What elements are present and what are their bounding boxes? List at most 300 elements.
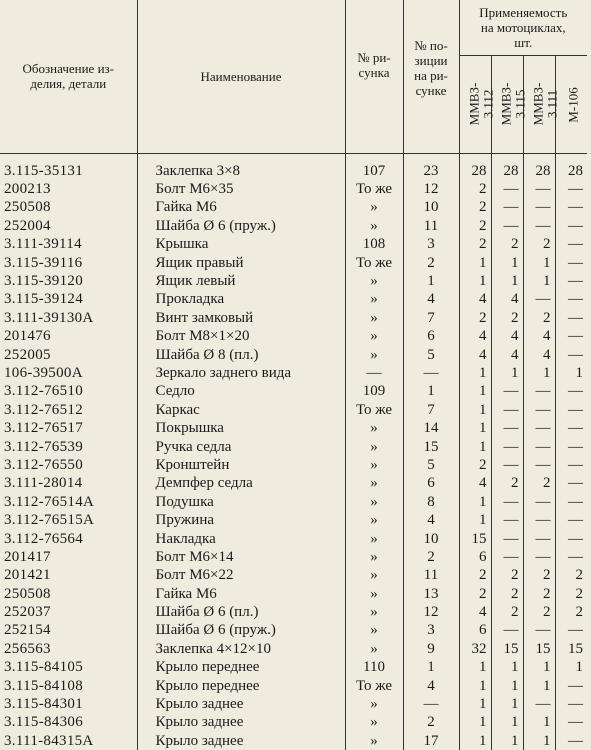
qty-mmvz-3115: 1	[491, 658, 523, 676]
qty-m106: —	[555, 272, 587, 290]
qty-mmvz-3112: 4	[459, 345, 491, 363]
part-name: Каркас	[137, 401, 345, 419]
part-name: Крыло переднее	[137, 676, 345, 694]
table-row	[0, 290, 587, 308]
qty-mmvz-3112: 2	[459, 180, 491, 198]
qty-m106: —	[555, 713, 587, 731]
header-code-text: Обозначение из- делия, детали	[0, 61, 137, 91]
qty-mmvz-3111: —	[523, 493, 555, 511]
position-number: 17	[403, 732, 459, 750]
part-code: 3.115-35131	[0, 162, 137, 180]
qty-m106: —	[555, 217, 587, 235]
table-row	[0, 732, 587, 750]
qty-mmvz-3111: 1	[523, 253, 555, 271]
table-row	[0, 198, 587, 216]
position-number: 14	[403, 419, 459, 437]
table-row	[0, 345, 587, 363]
part-name: Шайба Ø 6 (пруж.)	[137, 217, 345, 235]
part-code: 3.115-39124	[0, 290, 137, 308]
qty-m106: —	[555, 382, 587, 400]
qty-mmvz-3111: —	[523, 401, 555, 419]
qty-mmvz-3112: 2	[459, 235, 491, 253]
header-figure	[345, 0, 403, 153]
qty-m106: —	[555, 621, 587, 639]
position-number: 10	[403, 529, 459, 547]
qty-mmvz-3112: 6	[459, 548, 491, 566]
table-row	[0, 419, 587, 437]
part-code: 3.111-39114	[0, 235, 137, 253]
table-row	[0, 217, 587, 235]
part-code: 252154	[0, 621, 137, 639]
qty-mmvz-3111: 28	[523, 162, 555, 180]
position-number: 7	[403, 309, 459, 327]
figure-number: »	[345, 198, 403, 216]
qty-m106: —	[555, 180, 587, 198]
table-row	[0, 603, 587, 621]
qty-mmvz-3112: 1	[459, 437, 491, 455]
part-name: Пружина	[137, 511, 345, 529]
qty-mmvz-3111: 2	[523, 474, 555, 492]
position-number: 5	[403, 345, 459, 363]
table-row	[0, 529, 587, 547]
part-name: Крыло заднее	[137, 695, 345, 713]
position-number: 4	[403, 511, 459, 529]
position-number: 6	[403, 327, 459, 345]
qty-mmvz-3112: 1	[459, 511, 491, 529]
qty-m106: —	[555, 290, 587, 308]
qty-mmvz-3112: 1	[459, 713, 491, 731]
figure-number: »	[345, 493, 403, 511]
part-name: Винт замковый	[137, 309, 345, 327]
part-name: Кронштейн	[137, 456, 345, 474]
qty-mmvz-3115: —	[491, 437, 523, 455]
position-number: 13	[403, 584, 459, 602]
table-row	[0, 180, 587, 198]
qty-mmvz-3111: —	[523, 198, 555, 216]
qty-mmvz-3111: 4	[523, 327, 555, 345]
part-code: 3.111-39130А	[0, 309, 137, 327]
qty-m106: 2	[555, 566, 587, 584]
header-position	[403, 0, 459, 153]
part-name: Крышка	[137, 235, 345, 253]
position-number: 5	[403, 456, 459, 474]
table-row	[0, 511, 587, 529]
table-row	[0, 309, 587, 327]
qty-mmvz-3115: 1	[491, 676, 523, 694]
qty-m106: —	[555, 327, 587, 345]
part-code: 3.111-84315А	[0, 732, 137, 750]
qty-mmvz-3115: —	[491, 621, 523, 639]
part-name: Ручка седла	[137, 437, 345, 455]
qty-mmvz-3115: —	[491, 548, 523, 566]
qty-m106: 1	[555, 364, 587, 382]
position-number: 8	[403, 493, 459, 511]
qty-mmvz-3111: 1	[523, 364, 555, 382]
header-applicability-text: Применяемость на мотоциклах, шт.	[460, 5, 588, 50]
qty-mmvz-3112: 1	[459, 382, 491, 400]
table-row	[0, 640, 587, 658]
qty-mmvz-3115: 2	[491, 474, 523, 492]
part-name: Прокладка	[137, 290, 345, 308]
qty-mmvz-3111: 2	[523, 309, 555, 327]
qty-mmvz-3111: —	[523, 290, 555, 308]
qty-m106: —	[555, 695, 587, 713]
table-row	[0, 437, 587, 455]
qty-mmvz-3115: 4	[491, 327, 523, 345]
header-position-text: № по- зиции на ри- сунке	[404, 38, 459, 98]
qty-m106: 2	[555, 584, 587, 602]
qty-m106: —	[555, 401, 587, 419]
position-number: 4	[403, 290, 459, 308]
part-code: 3.112-76517	[0, 419, 137, 437]
qty-m106: —	[555, 676, 587, 694]
part-code: 3.112-76514А	[0, 493, 137, 511]
header-code	[0, 0, 137, 153]
position-number: 15	[403, 437, 459, 455]
qty-mmvz-3111: 1	[523, 732, 555, 750]
position-number: 11	[403, 217, 459, 235]
qty-mmvz-3111: 15	[523, 640, 555, 658]
table-row	[0, 272, 587, 290]
part-code: 200213	[0, 180, 137, 198]
part-code: 3.112-76510	[0, 382, 137, 400]
qty-m106: —	[555, 419, 587, 437]
qty-mmvz-3115: 2	[491, 603, 523, 621]
qty-mmvz-3115: —	[491, 198, 523, 216]
qty-mmvz-3111: 4	[523, 345, 555, 363]
part-code: 252005	[0, 345, 137, 363]
table-row	[0, 621, 587, 639]
figure-number: »	[345, 584, 403, 602]
position-number: 9	[403, 640, 459, 658]
qty-mmvz-3115: —	[491, 217, 523, 235]
table-row	[0, 162, 587, 180]
table-row	[0, 548, 587, 566]
qty-mmvz-3115: 1	[491, 253, 523, 271]
table-row	[0, 566, 587, 584]
header-name	[137, 0, 345, 153]
qty-mmvz-3115: 2	[491, 584, 523, 602]
header-model	[459, 55, 491, 153]
qty-mmvz-3111: 2	[523, 584, 555, 602]
figure-number: 107	[345, 162, 403, 180]
part-name: Подушка	[137, 493, 345, 511]
qty-mmvz-3115: 1	[491, 713, 523, 731]
table-row	[0, 493, 587, 511]
position-number: 4	[403, 676, 459, 694]
part-code: 201417	[0, 548, 137, 566]
table-row	[0, 474, 587, 492]
qty-mmvz-3115: 1	[491, 364, 523, 382]
qty-mmvz-3115: 2	[491, 566, 523, 584]
header-model-text: ММВЗ- 3.111	[531, 83, 559, 126]
position-number: —	[403, 364, 459, 382]
figure-number: »	[345, 290, 403, 308]
part-name: Болт М6×35	[137, 180, 345, 198]
qty-mmvz-3115: 1	[491, 732, 523, 750]
qty-mmvz-3111: 1	[523, 272, 555, 290]
qty-mmvz-3115: —	[491, 180, 523, 198]
qty-m106: —	[555, 198, 587, 216]
figure-number: »	[345, 529, 403, 547]
figure-number: То же	[345, 180, 403, 198]
figure-number: »	[345, 640, 403, 658]
qty-mmvz-3112: 1	[459, 732, 491, 750]
qty-m106: —	[555, 456, 587, 474]
qty-m106: —	[555, 529, 587, 547]
qty-mmvz-3112: 2	[459, 584, 491, 602]
position-number: 1	[403, 382, 459, 400]
header-model	[491, 55, 523, 153]
qty-mmvz-3115: 1	[491, 272, 523, 290]
figure-number: »	[345, 713, 403, 731]
table-row	[0, 713, 587, 731]
part-code: 3.112-76539	[0, 437, 137, 455]
table-row	[0, 364, 587, 382]
qty-mmvz-3112: 1	[459, 695, 491, 713]
qty-m106: —	[555, 437, 587, 455]
figure-number: »	[345, 437, 403, 455]
part-name: Гайка М6	[137, 198, 345, 216]
qty-mmvz-3115: 2	[491, 235, 523, 253]
qty-m106: —	[555, 253, 587, 271]
part-name: Шайба Ø 8 (пл.)	[137, 345, 345, 363]
qty-mmvz-3111: —	[523, 419, 555, 437]
part-code: 250508	[0, 584, 137, 602]
qty-mmvz-3112: 28	[459, 162, 491, 180]
part-code: 3.111-28014	[0, 474, 137, 492]
part-name: Гайка М6	[137, 584, 345, 602]
qty-mmvz-3115: —	[491, 419, 523, 437]
table-row	[0, 695, 587, 713]
qty-mmvz-3112: 1	[459, 493, 491, 511]
part-name: Демпфер седла	[137, 474, 345, 492]
qty-m106: 28	[555, 162, 587, 180]
qty-mmvz-3112: 2	[459, 566, 491, 584]
figure-number: »	[345, 217, 403, 235]
part-name: Шайба Ø 6 (пл.)	[137, 603, 345, 621]
position-number: 3	[403, 621, 459, 639]
part-name: Крыло заднее	[137, 732, 345, 750]
part-code: 3.112-76564	[0, 529, 137, 547]
position-number: 2	[403, 253, 459, 271]
part-name: Накладка	[137, 529, 345, 547]
qty-mmvz-3112: 4	[459, 290, 491, 308]
qty-mmvz-3111: 1	[523, 713, 555, 731]
figure-number: »	[345, 345, 403, 363]
part-name: Крыло заднее	[137, 713, 345, 731]
figure-number: 108	[345, 235, 403, 253]
position-number: 1	[403, 272, 459, 290]
position-number: 3	[403, 235, 459, 253]
part-code: 252004	[0, 217, 137, 235]
figure-number: »	[345, 566, 403, 584]
qty-mmvz-3111: —	[523, 695, 555, 713]
qty-m106: 15	[555, 640, 587, 658]
part-name: Крыло переднее	[137, 658, 345, 676]
figure-number: »	[345, 511, 403, 529]
figure-number: »	[345, 603, 403, 621]
header-model	[523, 55, 555, 153]
position-number: 12	[403, 180, 459, 198]
qty-mmvz-3111: —	[523, 621, 555, 639]
header-name-text: Наименование	[138, 69, 345, 84]
header-applicability	[459, 0, 587, 55]
part-code: 106-39500А	[0, 364, 137, 382]
position-number: 1	[403, 658, 459, 676]
qty-mmvz-3112: 4	[459, 327, 491, 345]
qty-mmvz-3115: 4	[491, 345, 523, 363]
qty-mmvz-3111: 2	[523, 235, 555, 253]
qty-mmvz-3111: —	[523, 217, 555, 235]
part-code: 3.115-84108	[0, 676, 137, 694]
qty-mmvz-3112: 1	[459, 272, 491, 290]
table-row	[0, 327, 587, 345]
figure-number: То же	[345, 401, 403, 419]
qty-m106: —	[555, 511, 587, 529]
part-name: Заклепка 3×8	[137, 162, 345, 180]
figure-number: »	[345, 456, 403, 474]
qty-m106: —	[555, 474, 587, 492]
qty-mmvz-3115: 28	[491, 162, 523, 180]
qty-mmvz-3111: —	[523, 456, 555, 474]
qty-mmvz-3112: 1	[459, 401, 491, 419]
header-model-text: ММВЗ- 3.112	[467, 83, 495, 126]
part-code: 3.112-76512	[0, 401, 137, 419]
part-code: 3.112-76550	[0, 456, 137, 474]
table-row	[0, 235, 587, 253]
qty-mmvz-3115: 2	[491, 309, 523, 327]
figure-number: »	[345, 621, 403, 639]
qty-mmvz-3111: —	[523, 548, 555, 566]
qty-mmvz-3115: —	[491, 511, 523, 529]
position-number: 12	[403, 603, 459, 621]
part-code: 201476	[0, 327, 137, 345]
qty-mmvz-3112: 1	[459, 658, 491, 676]
part-name: Покрышка	[137, 419, 345, 437]
qty-mmvz-3111: 1	[523, 658, 555, 676]
qty-mmvz-3111: 2	[523, 566, 555, 584]
qty-mmvz-3115: 1	[491, 695, 523, 713]
figure-number: »	[345, 309, 403, 327]
part-name: Ящик левый	[137, 272, 345, 290]
figure-number: 109	[345, 382, 403, 400]
qty-mmvz-3112: 1	[459, 676, 491, 694]
table-row	[0, 584, 587, 602]
qty-mmvz-3111: 1	[523, 676, 555, 694]
part-name: Зеркало заднего вида	[137, 364, 345, 382]
table-body	[0, 162, 587, 750]
qty-mmvz-3111: —	[523, 437, 555, 455]
part-name: Болт М8×1×20	[137, 327, 345, 345]
figure-number: То же	[345, 676, 403, 694]
part-name: Болт М6×22	[137, 566, 345, 584]
qty-mmvz-3111: —	[523, 511, 555, 529]
position-number: 2	[403, 713, 459, 731]
qty-mmvz-3112: 6	[459, 621, 491, 639]
position-number: 11	[403, 566, 459, 584]
table-row	[0, 253, 587, 271]
qty-m106: —	[555, 493, 587, 511]
qty-m106: 2	[555, 603, 587, 621]
table-row	[0, 676, 587, 694]
qty-mmvz-3112: 2	[459, 456, 491, 474]
part-code: 3.115-84306	[0, 713, 137, 731]
part-code: 252037	[0, 603, 137, 621]
qty-mmvz-3115: —	[491, 401, 523, 419]
qty-mmvz-3115: —	[491, 529, 523, 547]
part-code: 250508	[0, 198, 137, 216]
position-number: 6	[403, 474, 459, 492]
part-name: Шайба Ø 6 (пруж.)	[137, 621, 345, 639]
position-number: 2	[403, 548, 459, 566]
figure-number: —	[345, 364, 403, 382]
table-row	[0, 658, 587, 676]
part-code: 201421	[0, 566, 137, 584]
part-name: Заклепка 4×12×10	[137, 640, 345, 658]
qty-m106: —	[555, 235, 587, 253]
position-number: 7	[403, 401, 459, 419]
header-model-text: ММВЗ- 3.115	[499, 83, 527, 126]
qty-mmvz-3112: 1	[459, 364, 491, 382]
part-code: 3.115-84301	[0, 695, 137, 713]
qty-mmvz-3111: —	[523, 382, 555, 400]
header-model	[555, 55, 587, 153]
qty-mmvz-3115: —	[491, 382, 523, 400]
qty-mmvz-3112: 15	[459, 529, 491, 547]
header-model-text: М-106	[566, 87, 580, 122]
qty-mmvz-3111: 2	[523, 603, 555, 621]
qty-m106: —	[555, 732, 587, 750]
part-code: 3.112-76515А	[0, 511, 137, 529]
qty-m106: —	[555, 309, 587, 327]
figure-number: »	[345, 548, 403, 566]
part-name: Седло	[137, 382, 345, 400]
qty-m106: —	[555, 345, 587, 363]
qty-m106: —	[555, 548, 587, 566]
qty-mmvz-3111: —	[523, 180, 555, 198]
part-code: 3.115-84105	[0, 658, 137, 676]
qty-mmvz-3115: —	[491, 456, 523, 474]
header-figure-text: № ри- сунка	[346, 50, 403, 80]
table-row	[0, 401, 587, 419]
position-number: —	[403, 695, 459, 713]
qty-mmvz-3112: 4	[459, 474, 491, 492]
figure-number: То же	[345, 253, 403, 271]
figure-number: »	[345, 695, 403, 713]
part-code: 3.115-39116	[0, 253, 137, 271]
qty-mmvz-3115: 15	[491, 640, 523, 658]
figure-number: »	[345, 474, 403, 492]
qty-mmvz-3112: 32	[459, 640, 491, 658]
qty-m106: 1	[555, 658, 587, 676]
figure-number: 110	[345, 658, 403, 676]
figure-number: »	[345, 272, 403, 290]
figure-number: »	[345, 732, 403, 750]
qty-mmvz-3115: —	[491, 493, 523, 511]
qty-mmvz-3112: 1	[459, 253, 491, 271]
table-row	[0, 456, 587, 474]
part-name: Болт М6×14	[137, 548, 345, 566]
part-name: Ящик правый	[137, 253, 345, 271]
qty-mmvz-3112: 2	[459, 217, 491, 235]
part-code: 256563	[0, 640, 137, 658]
qty-mmvz-3115: 4	[491, 290, 523, 308]
table-row	[0, 382, 587, 400]
position-number: 10	[403, 198, 459, 216]
qty-mmvz-3112: 1	[459, 419, 491, 437]
qty-mmvz-3112: 2	[459, 309, 491, 327]
